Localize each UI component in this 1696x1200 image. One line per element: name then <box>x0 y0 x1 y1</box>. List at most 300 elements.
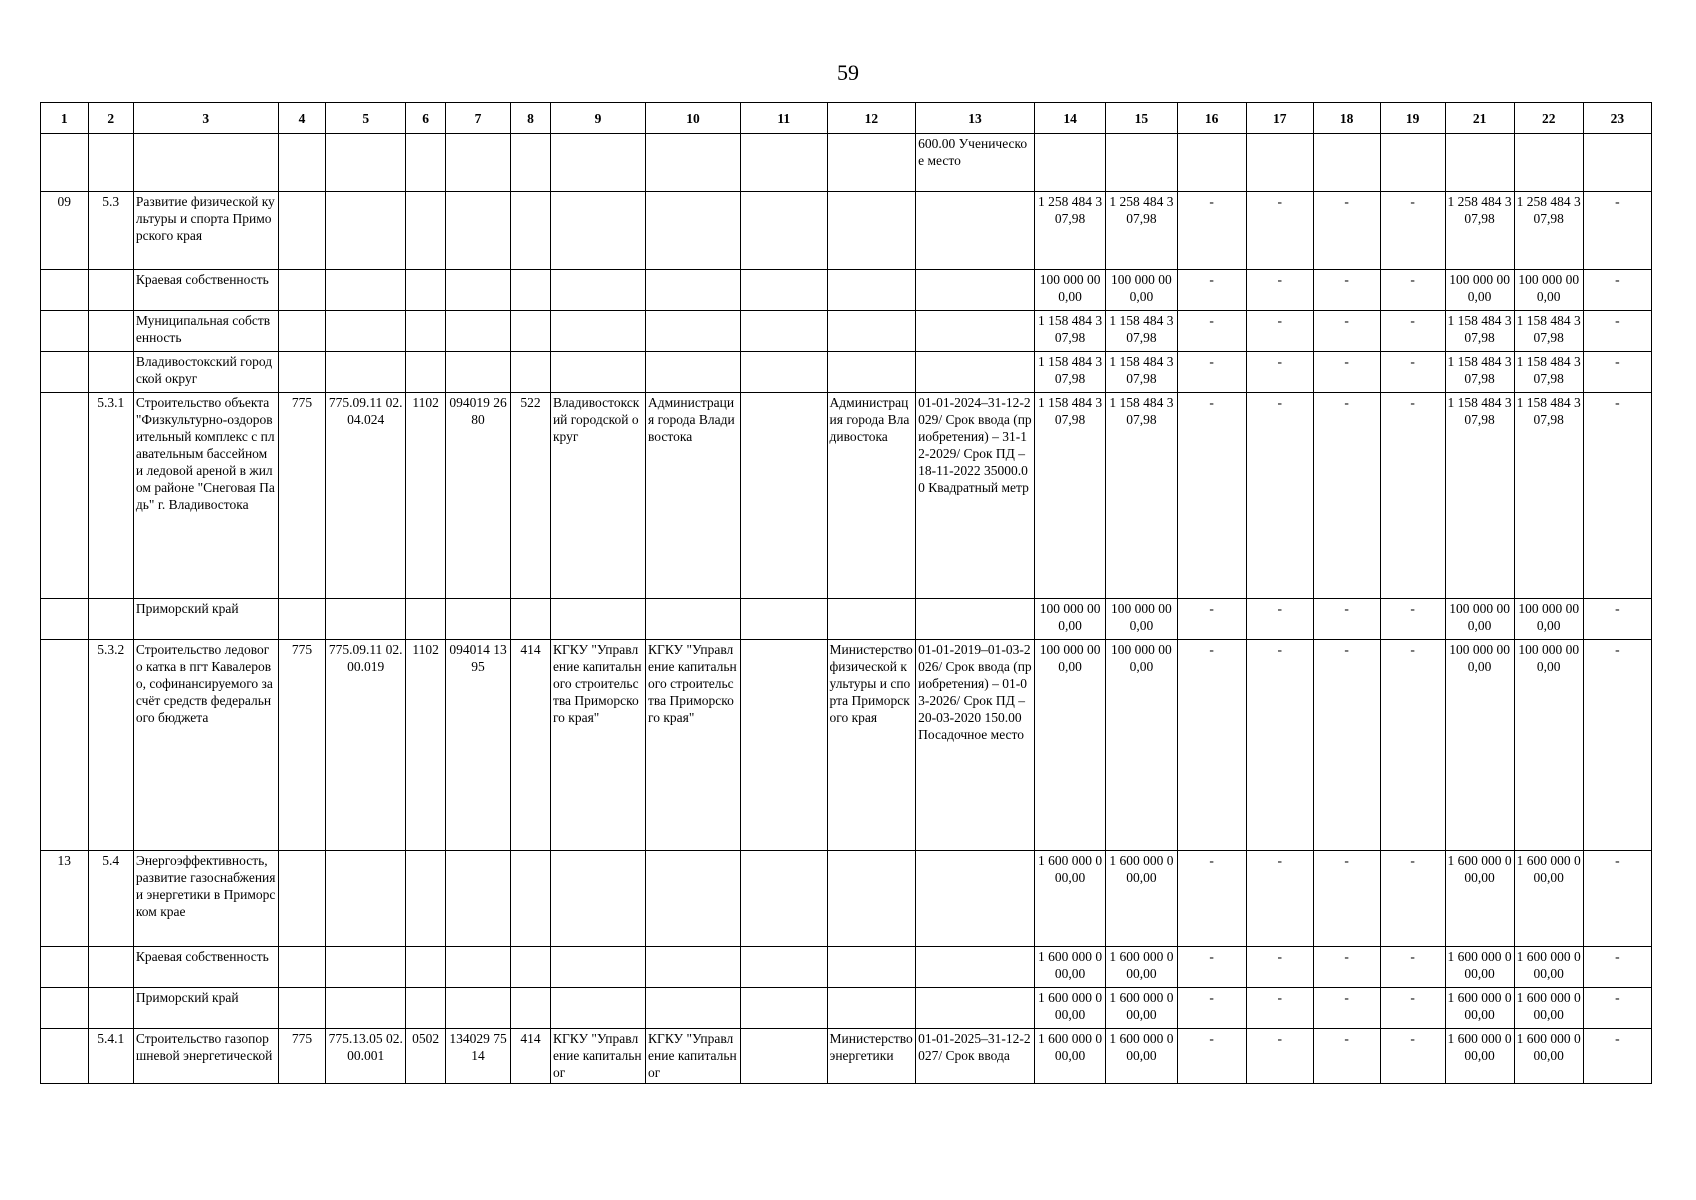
table-cell <box>741 134 827 192</box>
table-cell: - <box>1313 640 1380 851</box>
header-cell: 13 <box>916 103 1035 134</box>
table-cell: - <box>1583 270 1651 311</box>
table-cell <box>41 947 89 988</box>
table-cell: Владивостокский городской округ <box>133 352 278 393</box>
table-cell: 100 000 000,00 <box>1445 640 1514 851</box>
table-cell <box>510 947 550 988</box>
table-cell <box>326 988 406 1029</box>
table-cell: - <box>1177 311 1246 352</box>
table-cell <box>406 599 446 640</box>
table-cell: 100 000 000,00 <box>1034 270 1105 311</box>
table-cell <box>646 352 741 393</box>
table-cell: - <box>1313 1029 1380 1084</box>
table-cell: - <box>1246 988 1313 1029</box>
table-cell <box>916 988 1035 1029</box>
table-cell: - <box>1177 352 1246 393</box>
table-cell: 100 000 000,00 <box>1445 270 1514 311</box>
table-cell: 775.13.05 02.00.001 <box>326 1029 406 1084</box>
table-cell: - <box>1177 947 1246 988</box>
table-cell: 1 258 484 307,98 <box>1514 192 1583 270</box>
table-cell: Министерство физической культуры и спорта Приморского края <box>827 640 916 851</box>
table-cell <box>406 947 446 988</box>
table-cell <box>827 192 916 270</box>
table-cell <box>278 311 326 352</box>
table-cell <box>646 988 741 1029</box>
table-cell <box>406 270 446 311</box>
table-cell <box>741 1029 827 1084</box>
table-cell <box>326 192 406 270</box>
table-cell: КГКУ "Управление капитального строительства Приморского края" <box>646 640 741 851</box>
table-cell: - <box>1313 851 1380 947</box>
table-cell: - <box>1177 599 1246 640</box>
table-cell: - <box>1246 640 1313 851</box>
table-cell <box>646 851 741 947</box>
table-cell: 1 600 000 000,00 <box>1445 988 1514 1029</box>
table-cell: - <box>1246 192 1313 270</box>
table-cell: - <box>1246 1029 1313 1084</box>
table-cell: Министерство энергетики <box>827 1029 916 1084</box>
table-cell <box>916 311 1035 352</box>
table-cell <box>550 599 645 640</box>
table-cell: Строительство объекта "Физкультурно-оздоровительный комплекс с плавательным бассейном и ледовой ареной в жилом районе "Снеговая Падь" г. Владивостока <box>133 393 278 599</box>
table-cell: 1 600 000 000,00 <box>1106 947 1177 988</box>
table-cell: 1 600 000 000,00 <box>1445 1029 1514 1084</box>
header-cell: 12 <box>827 103 916 134</box>
table-row <box>41 134 1652 192</box>
table-cell: - <box>1246 947 1313 988</box>
table-cell: 775 <box>278 640 326 851</box>
table-cell: 01-01-2019–01-03-2026/ Срок ввода (приобретения) – 01-03-2026/ Срок ПД – 20-03-2020 150.00 Посадочное место <box>916 640 1035 851</box>
table-cell: 100 000 000,00 <box>1514 599 1583 640</box>
table-cell: - <box>1177 988 1246 1029</box>
header-cell: 5 <box>326 103 406 134</box>
table-cell: 100 000 000,00 <box>1106 640 1177 851</box>
table-cell <box>741 640 827 851</box>
header-cell: 9 <box>550 103 645 134</box>
header-cell: 8 <box>510 103 550 134</box>
table-cell: - <box>1313 599 1380 640</box>
table-body <box>41 134 1652 1084</box>
table-cell: 09 <box>41 192 89 270</box>
table-cell <box>510 311 550 352</box>
header-cell: 7 <box>446 103 511 134</box>
table-cell: - <box>1313 192 1380 270</box>
table-cell: - <box>1177 393 1246 599</box>
table-cell: 100 000 000,00 <box>1034 640 1105 851</box>
table-cell: - <box>1313 988 1380 1029</box>
table-cell <box>446 270 511 311</box>
header-cell: 14 <box>1034 103 1105 134</box>
header-cell: 22 <box>1514 103 1583 134</box>
table-cell: 094014 1395 <box>446 640 511 851</box>
table-cell: - <box>1177 1029 1246 1084</box>
table-cell <box>326 311 406 352</box>
table-cell: - <box>1380 311 1445 352</box>
table-row <box>41 192 1652 270</box>
table-cell: 0502 <box>406 1029 446 1084</box>
table-cell <box>41 270 89 311</box>
table-cell: 1102 <box>406 393 446 599</box>
table-cell: - <box>1380 270 1445 311</box>
table-cell: 5.4 <box>88 851 133 947</box>
table-cell: - <box>1313 947 1380 988</box>
table-cell <box>41 311 89 352</box>
table-cell <box>41 988 89 1029</box>
table-cell <box>41 352 89 393</box>
table-row <box>41 270 1652 311</box>
table-cell: - <box>1380 599 1445 640</box>
table-row <box>41 988 1652 1029</box>
table-cell: 1 600 000 000,00 <box>1034 988 1105 1029</box>
table-row <box>41 1029 1652 1084</box>
table-cell: 1 158 484 307,98 <box>1445 311 1514 352</box>
table-cell <box>550 134 645 192</box>
table-cell: 775 <box>278 393 326 599</box>
table-cell: - <box>1246 393 1313 599</box>
page-number: 59 <box>837 60 859 85</box>
table-cell <box>88 599 133 640</box>
table-cell <box>278 352 326 393</box>
table-cell: 5.3.1 <box>88 393 133 599</box>
table-cell <box>550 311 645 352</box>
table-cell <box>741 599 827 640</box>
table-cell <box>278 270 326 311</box>
table-cell <box>88 311 133 352</box>
table-cell <box>278 851 326 947</box>
table-cell <box>827 851 916 947</box>
table-cell <box>406 851 446 947</box>
table-cell <box>326 947 406 988</box>
table-cell <box>510 192 550 270</box>
header-cell: 1 <box>41 103 89 134</box>
table-cell: КГКУ "Управление капитальног <box>646 1029 741 1084</box>
table-cell: 5.4.1 <box>88 1029 133 1084</box>
table-cell: 1 600 000 000,00 <box>1034 1029 1105 1084</box>
header-cell: 3 <box>133 103 278 134</box>
table-cell <box>741 851 827 947</box>
table-cell: - <box>1380 640 1445 851</box>
table-cell: 1 600 000 000,00 <box>1106 851 1177 947</box>
table-cell <box>510 988 550 1029</box>
table-cell: 1 600 000 000,00 <box>1514 988 1583 1029</box>
table-cell <box>88 947 133 988</box>
table-cell <box>406 311 446 352</box>
table-cell <box>326 599 406 640</box>
table-cell <box>41 134 89 192</box>
table-cell: 1 600 000 000,00 <box>1514 947 1583 988</box>
table-cell <box>133 134 278 192</box>
table-cell <box>827 947 916 988</box>
table-cell: Энергоэффективность, развитие газоснабжения и энергетики в Приморском крае <box>133 851 278 947</box>
table-row <box>41 599 1652 640</box>
table-cell: 1 158 484 307,98 <box>1514 352 1583 393</box>
table-cell: Строительство газопоршневой энергетической <box>133 1029 278 1084</box>
table-cell: 1 158 484 307,98 <box>1034 352 1105 393</box>
table-cell: 100 000 000,00 <box>1106 599 1177 640</box>
table-cell <box>916 851 1035 947</box>
table-cell: - <box>1177 270 1246 311</box>
header-cell: 10 <box>646 103 741 134</box>
table-cell: - <box>1380 1029 1445 1084</box>
table-cell: - <box>1380 393 1445 599</box>
table-cell <box>278 599 326 640</box>
table-cell: 01-01-2024–31-12-2029/ Срок ввода (приобретения) – 31-12-2029/ Срок ПД – 18-11-2022 35000.00 Квадратный метр <box>916 393 1035 599</box>
table-cell <box>278 192 326 270</box>
header-cell: 17 <box>1246 103 1313 134</box>
table-cell <box>446 134 511 192</box>
table-cell: Администрация города Владивостока <box>827 393 916 599</box>
header-cell: 6 <box>406 103 446 134</box>
table-cell <box>1583 134 1651 192</box>
header-cell: 23 <box>1583 103 1651 134</box>
table-cell <box>550 352 645 393</box>
table-cell <box>446 311 511 352</box>
table-cell <box>406 192 446 270</box>
table-cell <box>741 947 827 988</box>
table-cell: 1 600 000 000,00 <box>1445 851 1514 947</box>
header-cell: 19 <box>1380 103 1445 134</box>
table-cell <box>1034 134 1105 192</box>
table-cell: 094019 2680 <box>446 393 511 599</box>
table-cell: - <box>1583 311 1651 352</box>
table-row <box>41 640 1652 851</box>
header-cell: 18 <box>1313 103 1380 134</box>
table-cell <box>326 134 406 192</box>
table-cell: 1 158 484 307,98 <box>1514 393 1583 599</box>
table-cell: 414 <box>510 1029 550 1084</box>
table-cell: 1 158 484 307,98 <box>1034 311 1105 352</box>
table-cell <box>916 192 1035 270</box>
table-cell: Развитие физической культуры и спорта Приморского края <box>133 192 278 270</box>
table-cell: 1 258 484 307,98 <box>1445 192 1514 270</box>
table-cell <box>741 311 827 352</box>
table-cell: 600.00 Ученическое место <box>916 134 1035 192</box>
table-cell <box>510 851 550 947</box>
table-cell <box>646 270 741 311</box>
table-cell: 1 600 000 000,00 <box>1106 1029 1177 1084</box>
table-cell <box>646 311 741 352</box>
table-cell <box>510 352 550 393</box>
table-cell <box>406 134 446 192</box>
table-cell <box>916 270 1035 311</box>
table-cell <box>741 270 827 311</box>
table-cell: 1 600 000 000,00 <box>1445 947 1514 988</box>
table-cell: 1 600 000 000,00 <box>1514 1029 1583 1084</box>
table-cell: Краевая собственность <box>133 947 278 988</box>
table-cell: - <box>1583 393 1651 599</box>
table-cell: 1 158 484 307,98 <box>1106 311 1177 352</box>
table-cell <box>41 1029 89 1084</box>
table-cell <box>326 352 406 393</box>
table-cell: - <box>1583 1029 1651 1084</box>
table-cell <box>326 270 406 311</box>
table-cell <box>646 599 741 640</box>
table-cell <box>446 352 511 393</box>
table-cell: - <box>1177 192 1246 270</box>
table-cell: - <box>1380 352 1445 393</box>
table-cell: - <box>1246 599 1313 640</box>
table-cell <box>41 393 89 599</box>
table-cell <box>446 988 511 1029</box>
table-cell <box>510 599 550 640</box>
table-cell: 100 000 000,00 <box>1106 270 1177 311</box>
table-cell: 5.3.2 <box>88 640 133 851</box>
table-cell: - <box>1583 851 1651 947</box>
table-cell <box>916 352 1035 393</box>
table-cell: 13 <box>41 851 89 947</box>
table-cell <box>741 352 827 393</box>
table-cell: 775 <box>278 1029 326 1084</box>
table-cell <box>88 352 133 393</box>
table-cell <box>88 134 133 192</box>
table-cell <box>827 352 916 393</box>
table-cell: - <box>1177 640 1246 851</box>
table-cell <box>278 947 326 988</box>
table-cell <box>88 988 133 1029</box>
table-cell: 1 600 000 000,00 <box>1106 988 1177 1029</box>
table-cell <box>1380 134 1445 192</box>
table-cell <box>827 134 916 192</box>
table-cell: - <box>1583 192 1651 270</box>
table-cell <box>827 988 916 1029</box>
header-cell: 4 <box>278 103 326 134</box>
header-cell: 16 <box>1177 103 1246 134</box>
table-cell <box>1313 134 1380 192</box>
table-cell: - <box>1313 311 1380 352</box>
table-cell: 414 <box>510 640 550 851</box>
table-cell: - <box>1313 393 1380 599</box>
table-cell: 522 <box>510 393 550 599</box>
table-cell: 1 258 484 307,98 <box>1106 192 1177 270</box>
table-cell: 1 600 000 000,00 <box>1034 851 1105 947</box>
table-cell <box>510 134 550 192</box>
table-cell: - <box>1380 947 1445 988</box>
table-cell: - <box>1246 851 1313 947</box>
table-cell: 100 000 000,00 <box>1514 640 1583 851</box>
table-cell: - <box>1583 352 1651 393</box>
table-cell: - <box>1583 947 1651 988</box>
table-cell: 100 000 000,00 <box>1514 270 1583 311</box>
table-cell <box>741 192 827 270</box>
header-row <box>41 103 1652 134</box>
table-cell: 1 600 000 000,00 <box>1514 851 1583 947</box>
header-cell: 2 <box>88 103 133 134</box>
table-cell <box>446 192 511 270</box>
table-cell <box>278 988 326 1029</box>
table-cell: - <box>1583 599 1651 640</box>
table-cell <box>406 352 446 393</box>
table-cell: 1 158 484 307,98 <box>1445 393 1514 599</box>
table-cell: 01-01-2025–31-12-2027/ Срок ввода <box>916 1029 1035 1084</box>
table-cell <box>550 988 645 1029</box>
table-cell <box>916 599 1035 640</box>
table-cell <box>741 393 827 599</box>
table-row <box>41 851 1652 947</box>
investment-table <box>40 102 1652 1084</box>
table-cell <box>550 270 645 311</box>
table-cell: - <box>1583 988 1651 1029</box>
table-cell <box>510 270 550 311</box>
table-row <box>41 947 1652 988</box>
table-cell: - <box>1583 640 1651 851</box>
table-cell: 1102 <box>406 640 446 851</box>
table-cell <box>446 851 511 947</box>
table-cell <box>278 134 326 192</box>
table-cell <box>550 192 645 270</box>
table-cell <box>646 192 741 270</box>
table-cell: - <box>1380 988 1445 1029</box>
table-cell: 1 158 484 307,98 <box>1106 352 1177 393</box>
table-cell <box>646 947 741 988</box>
table-cell <box>827 311 916 352</box>
table-cell: 1 158 484 307,98 <box>1106 393 1177 599</box>
table-cell <box>741 988 827 1029</box>
table-cell: 1 158 484 307,98 <box>1445 352 1514 393</box>
table-cell: КГКУ "Управление капитального строительства Приморского края" <box>550 640 645 851</box>
table-cell: 775.09.11 02.00.019 <box>326 640 406 851</box>
table-cell: - <box>1246 352 1313 393</box>
table-cell: 134029 7514 <box>446 1029 511 1084</box>
table-cell <box>446 947 511 988</box>
table-cell: 100 000 000,00 <box>1445 599 1514 640</box>
table-cell: 100 000 000,00 <box>1034 599 1105 640</box>
table-cell <box>406 988 446 1029</box>
table-cell <box>550 947 645 988</box>
table-cell: - <box>1380 192 1445 270</box>
table-cell: КГКУ "Управление капитальног <box>550 1029 645 1084</box>
table-cell: 1 600 000 000,00 <box>1034 947 1105 988</box>
table-cell: - <box>1380 851 1445 947</box>
table-cell <box>646 134 741 192</box>
table-cell: - <box>1313 352 1380 393</box>
table-cell: 775.09.11 02.04.024 <box>326 393 406 599</box>
table-cell: Приморский край <box>133 988 278 1029</box>
table-cell: Строительство ледового катка в пгт Кавалерово, софинансируемого за счёт средств федерального бюджета <box>133 640 278 851</box>
table-cell: - <box>1313 270 1380 311</box>
table-cell <box>1177 134 1246 192</box>
table-cell: 5.3 <box>88 192 133 270</box>
table-cell <box>916 947 1035 988</box>
table-cell: Приморский край <box>133 599 278 640</box>
table-cell <box>88 270 133 311</box>
table-row <box>41 393 1652 599</box>
table-cell: 1 158 484 307,98 <box>1034 393 1105 599</box>
table-cell: 1 158 484 307,98 <box>1514 311 1583 352</box>
table-cell <box>1106 134 1177 192</box>
table-cell: Администрация города Владивостока <box>646 393 741 599</box>
table-cell <box>1514 134 1583 192</box>
table-row <box>41 352 1652 393</box>
table-cell: - <box>1246 270 1313 311</box>
table-cell: Владивостокский городской округ <box>550 393 645 599</box>
table-cell: 1 258 484 307,98 <box>1034 192 1105 270</box>
table-cell <box>41 599 89 640</box>
table-cell: Муниципальная собственность <box>133 311 278 352</box>
table-cell <box>41 640 89 851</box>
table-cell <box>550 851 645 947</box>
header-cell: 15 <box>1106 103 1177 134</box>
table-row <box>41 311 1652 352</box>
table-cell <box>1246 134 1313 192</box>
table-cell <box>446 599 511 640</box>
header-cell: 11 <box>741 103 827 134</box>
table-cell: - <box>1177 851 1246 947</box>
table-cell: Краевая собственность <box>133 270 278 311</box>
table-cell: - <box>1246 311 1313 352</box>
header-cell: 21 <box>1445 103 1514 134</box>
table-cell <box>326 851 406 947</box>
table-cell <box>827 270 916 311</box>
